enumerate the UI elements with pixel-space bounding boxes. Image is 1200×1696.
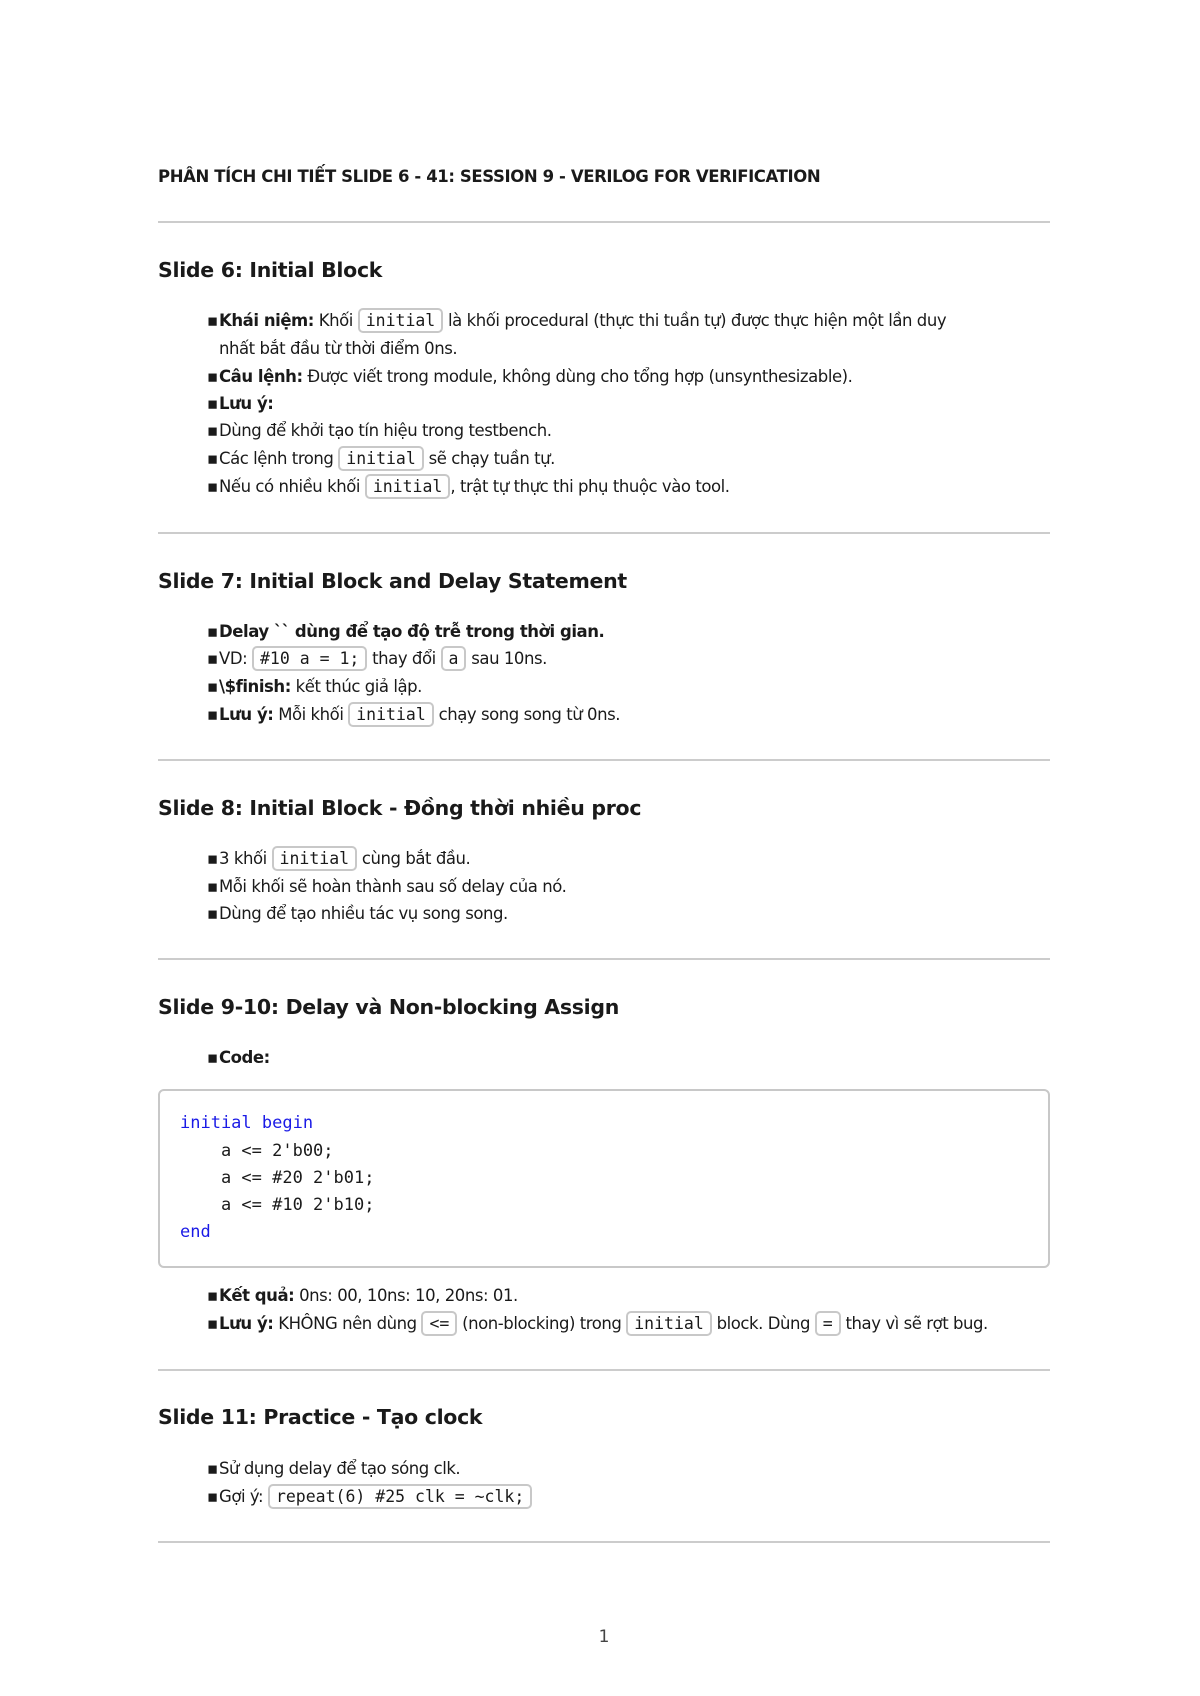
slide-11-heading: Slide 11: Practice - Tạo clock — [158, 1405, 483, 1429]
code-line: a <= #20 2'b01; — [180, 1168, 375, 1188]
slide-6-bullet-statement: ▪Câu lệnh: Được viết trong module, không dùng cho tổng hợp (unsynthesizable). — [207, 367, 853, 386]
inline-code: initial — [365, 474, 451, 499]
code-line: a <= #10 2'b10; — [180, 1195, 375, 1215]
bullet-icon: ▪ — [207, 622, 218, 641]
bullet-icon: ▪ — [207, 449, 218, 468]
divider — [158, 759, 1050, 761]
bullet-icon: ▪ — [207, 1487, 218, 1506]
bullet-icon: ▪ — [207, 877, 218, 896]
slide-6-bullet-multiple: ▪Nếu có nhiều khối initial , trật tự thực thi phụ thuộc vào tool. — [207, 477, 730, 497]
slide-7-bullet-example: ▪VD: #10 a = 1; thay đổi a sau 10ns. — [207, 649, 547, 669]
slide-6-heading: Slide 6: Initial Block — [158, 258, 383, 282]
slide-7-bullet-delay: ▪Delay `` dùng để tạo độ trễ trong thời gian. — [207, 622, 605, 641]
bullet-icon: ▪ — [207, 904, 218, 923]
slide-8-bullet-start: ▪3 khối initial cùng bắt đầu. — [207, 849, 470, 869]
inline-code: #10 a = 1; — [252, 646, 367, 671]
bullet-icon: ▪ — [207, 477, 218, 496]
page-number: 1 — [598, 1627, 610, 1647]
slide-9-bullet-result: ▪Kết quả: 0ns: 00, 10ns: 10, 20ns: 01. — [207, 1286, 518, 1305]
inline-code: initial — [348, 702, 434, 727]
slide-9-bullet-note: ▪Lưu ý: KHÔNG nên dùng <= (non-blocking) trong initial block. Dùng = thay vì sẽ rợt bug. — [207, 1314, 988, 1334]
slide-9-bullet-code-label: ▪Code: — [207, 1048, 270, 1067]
inline-code: repeat(6) #25 clk = ~clk; — [268, 1484, 532, 1509]
inline-code: initial — [358, 308, 444, 333]
slide-6-bullet-concept: ▪Khái niệm: Khối initial là khối procedural (thực thi tuần tự) được thực hiện một lần duy — [207, 311, 946, 331]
slide-11-bullet-hint: ▪Gợi ý: repeat(6) #25 clk = ~clk; — [207, 1487, 532, 1507]
divider — [158, 532, 1050, 534]
bullet-icon: ▪ — [207, 705, 218, 724]
inline-code: a — [441, 646, 467, 671]
slide-7-bullet-finish: ▪\$finish: kết thúc giả lập. — [207, 677, 422, 696]
slide-9-10-heading: Slide 9-10: Delay và Non-blocking Assign — [158, 995, 620, 1019]
divider — [158, 1369, 1050, 1371]
document-title: PHÂN TÍCH CHI TIẾT SLIDE 6 - 41: SESSION 9 - VERILOG FOR VERIFICATION — [158, 167, 821, 186]
bullet-icon: ▪ — [207, 1314, 218, 1333]
divider — [158, 221, 1050, 223]
slide-8-bullet-complete: ▪Mỗi khối sẽ hoàn thành sau số delay của nó. — [207, 877, 567, 896]
slide-6-bullet-note: ▪Lưu ý: — [207, 394, 274, 413]
slide-6-bullet-init-signals: ▪Dùng để khởi tạo tín hiệu trong testbench. — [207, 421, 552, 440]
slide-7-bullet-note: ▪Lưu ý: Mỗi khối initial chạy song song từ 0ns. — [207, 705, 620, 725]
code-block — [158, 1089, 1050, 1268]
inline-code: initial — [626, 1311, 712, 1336]
bullet-icon: ▪ — [207, 1459, 218, 1478]
bullet-icon: ▪ — [207, 311, 218, 330]
bullet-icon: ▪ — [207, 1286, 218, 1305]
slide-6-bullet-sequential: ▪Các lệnh trong initial sẽ chạy tuần tự. — [207, 449, 555, 469]
bullet-icon: ▪ — [207, 849, 218, 868]
bullet-icon: ▪ — [207, 394, 218, 413]
slide-6-bullet-concept-continued: nhất bắt đầu từ thời điểm 0ns. — [219, 339, 458, 358]
divider — [158, 958, 1050, 960]
inline-code: initial — [338, 446, 424, 471]
bullet-icon: ▪ — [207, 1048, 218, 1067]
inline-code: <= — [421, 1311, 457, 1336]
slide-8-heading: Slide 8: Initial Block - Đồng thời nhiều proc — [158, 796, 642, 820]
bullet-icon: ▪ — [207, 367, 218, 386]
code-line: initial begin — [180, 1113, 314, 1133]
bullet-icon: ▪ — [207, 421, 218, 440]
bullet-icon: ▪ — [207, 677, 218, 696]
inline-code: initial — [272, 846, 358, 871]
divider — [158, 1541, 1050, 1543]
code-line: a <= 2'b00; — [180, 1141, 334, 1161]
inline-code: = — [815, 1311, 841, 1336]
slide-8-bullet-parallel: ▪Dùng để tạo nhiều tác vụ song song. — [207, 904, 508, 923]
bullet-icon: ▪ — [207, 649, 218, 668]
slide-11-bullet-delay: ▪Sử dụng delay để tạo sóng clk. — [207, 1459, 461, 1478]
code-line: end — [180, 1222, 211, 1242]
slide-7-heading: Slide 7: Initial Block and Delay Statement — [158, 569, 627, 593]
